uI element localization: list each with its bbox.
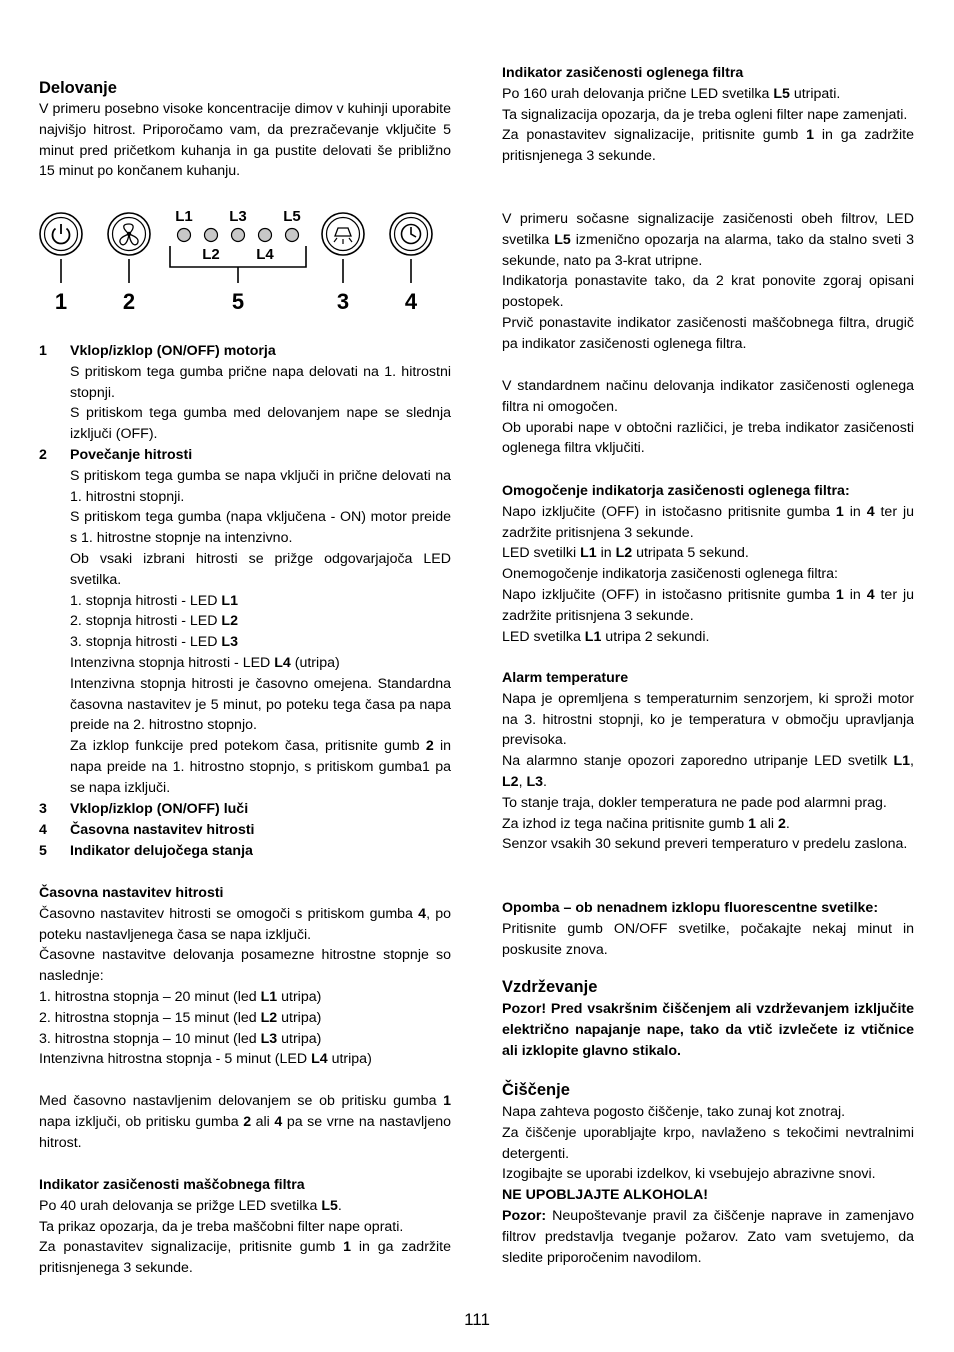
section-standardni-nacin: V standardnem načinu delovanja indikator zasičenosti oglenega filtra ni omogočen. Ob uporabi nape v obtočni različici, je treba indikator zasičenosti oglenega filtra vključiti. <box>502 378 914 457</box>
timer-button-icon <box>390 213 432 283</box>
page-number: 111 <box>464 1310 490 1329</box>
section-title-ciscenje: Čiščenje <box>502 1081 570 1099</box>
section-title-vzdrzevanje: Vzdrževanje <box>502 978 598 996</box>
section-casovna-nastavitev: Časovna nastavitev hitrosti Časovno nastavitev hitrosti se omogoči s pritiskom gumba 4, po poteku nastavljenega časa se napa izključi. Časovne nastavitve delovanja posamezne hitrostne stopnje so naslednje: 1. hitrostna stopnja – 20 minut (led L1 utripa) 2. hitrostna stopnja – 15 minut (led L2 utripa) 3. hitrostna stopnja – 10 minut (led L3 utripa) Intenzivna hitrostna stopnja - 5 minut (LED L4 utripa) <box>39 885 451 1068</box>
section-title-delovanje: Delovanje <box>39 79 117 97</box>
control-panel-svg <box>38 206 438 316</box>
section-socasna-signalizacija: V primeru sočasne signalizacije zasičenosti obeh filtrov, LED svetilka L5 izmenično opozarja na alarma, tako da stalno sveti 3 sekunde, nato pa 3-krat utripne. Indikatorja ponastavite tako, da 2 krat ponovite zgoraj opisani postopek. Prvič ponastavite indikator zasičenosti maščobnega filtra, drugič pa indikator zasičenosti oglenega filtra. <box>502 211 914 352</box>
item-title: Povečanje hitrosti <box>70 447 193 463</box>
item-number: 1 <box>39 343 47 359</box>
led-label-l5: L5 <box>283 208 301 225</box>
panel-number-3: 3 <box>336 289 350 314</box>
led-l2 <box>205 229 218 242</box>
item-3: 3 Vklop/izklop (ON/OFF) luči <box>39 801 249 817</box>
item-5: 5 Indikator delujočega stanja <box>39 842 253 859</box>
ciscenje-text: Napa zahteva pogosto čiščenje, tako zunaj kot znotraj. Za čiščenje uporabljajte krpo, navlaženo s tekočimi nevtralnimi detergenti. Izogibajte se uporabi izdelkov, ki vsebujejo abrazivne snovi. NE UPOBLJAJTE ALKOHOLA! Pozor: Neupoštevanje pravil za čiščenje naprave in zamenjavo filtrov predstavlja tveganje požarov. Zato vam svetujemo, da sledite priporočenim navodilom. <box>502 1104 914 1266</box>
panel-number-5: 5 <box>231 289 245 314</box>
led-l3 <box>232 229 245 242</box>
section-omogocenje: Omogočenje indikatorja zasičenosti oglenega filtra: Napo izključite (OFF) in istočasno pritisnite gumba 1 in 4 ter ju zadržite pritisnjena 3 sekunde. LED svetilki L1 in L2 utripata 5 sekund. Onemogočenje indikatorja zasičenosti oglenega filtra: Napo izključite (OFF) in istočasno pritisnite gumba 1 in 4 ter ju zadržite pritisnjena 3 sekunde. LED svetilka L1 utripa 2 sekundi. <box>502 483 914 645</box>
led-label-l3: L3 <box>229 208 247 225</box>
led-l4 <box>259 229 272 242</box>
led-label-l4: L4 <box>256 246 274 263</box>
delovanje-paragraph: V primeru posebno visoke koncentracije dimov v kuhinji uporabite najvišjo hitrost. Priporočamo vam, da prezračevanje vključite 5 minut pred pričetkom kuhanja in ga pustite delovati še približno 15 minut po končanem kuhanju. <box>39 101 451 180</box>
item-2: 2 Povečanje hitrosti S pritiskom tega gumba se napa vključi in prične delovati na 1. hitrostni stopnji. S pritiskom tega gumba (napa vključena - ON) motor preide s 1. hitrostne stopnje na intenzivno. Ob vsaki izbrani hitrosti se prižge odgovarjajoča LED svetilka. 1. stopnja hitrosti - LED L1 2. stopnja hitrosti - LED L2 3. stopnja hitrosti - LED L3 Intenzivna stopnja hitrosti - LED L4 (utripa) Intenzivna stopnja hitrosti je časovno omejena. Standardna časovna nastavitev je 5 minut, po poteku tega časa pa napa preide na 2. hitrostno stopnjo. Za izklop funkcije pred potekom časa, pritisnite gumb 2 in napa preide na 1. hitrostno stopnjo, s pritiskom gumba1 pa se napa izključi. <box>39 447 451 796</box>
item-title: Vklop/izklop (ON/OFF) motorja <box>70 343 276 359</box>
section-oglenega-filtra: Indikator zasičenosti oglenega filtra Po 160 urah delovanja prične LED svetilka L5 utripati. Ta signalizacija opozarja, da je treba ogleni filter nape zamenjati. Za ponastavitev signalizacije, pritisnite gumb 1 in ga zadržite pritisnjenega 3 sekunde. <box>502 65 915 165</box>
power-button-icon <box>40 213 82 283</box>
led-l1 <box>178 229 191 242</box>
fan-button-icon <box>108 213 150 283</box>
panel-number-2: 2 <box>122 289 136 314</box>
panel-number-4: 4 <box>404 289 418 314</box>
vzdrzevanje-warning: Pozor! Pred vsakršnim čiščenjem ali vzdrževanjem izključite električno napajanje nape, tako da vtič izvlečete iz vtičnice ali izklopite glavno stikalo. <box>502 1001 914 1059</box>
casovna-note: Med časovno nastavljenim delovanjem se ob pritisku gumba 1 napa izključi, ob pritisku gumba 2 ali 4 pa se vrne na nastavljeno hitrost. <box>39 1093 451 1151</box>
led-l5 <box>286 229 299 242</box>
section-mascobni-filter: Indikator zasičenosti maščobnega filtra Po 40 urah delovanja se prižge LED svetilka L5. Ta prikaz opozarja, da je treba maščobni filter nape oprati. Za ponastavitev signalizacije, pritisnite gumb 1 in ga zadržite pritisnjenega 3 sekunde. <box>39 1177 452 1277</box>
led-label-l2: L2 <box>202 246 220 263</box>
control-panel-diagram <box>38 206 438 316</box>
item-4: 4 Časovna nastavitev hitrosti <box>39 821 255 838</box>
light-button-icon <box>322 213 364 283</box>
panel-number-1: 1 <box>54 289 68 314</box>
items-3-5 <box>39 799 451 861</box>
led-indicators <box>170 208 306 283</box>
section-alarm-temperature: Alarm temperature Napa je opremljena s temperaturnim senzorjem, ki sproži motor na 3. hitrostni stopnji, ko je temperatura v območju upravljanja previsoka. Na alarmno stanje opozori zaporedno utripanje LED svetilk L1, L2, L3. To stanje traja, dokler temperatura ne pade pod alarmni prag. Za izhod iz tega načina pritisnite gumb 1 ali 2. Senzor vsakih 30 sekund preveri temperaturo v predelu zaslona. <box>502 670 914 853</box>
item-number: 2 <box>39 447 47 463</box>
item-1: 1 Vklop/izklop (ON/OFF) motorja S pritiskom tega gumba prične napa delovati na 1. hitrostni stopnji. S pritiskom tega gumba med delovanjem nape se slednja izključi (OFF). <box>39 343 451 443</box>
led-label-l1: L1 <box>175 208 193 225</box>
section-opomba: Opomba – ob nenadnem izklopu fluorescentne svetilke: Pritisnite gumb ON/OFF svetilke, počakajte nekaj minut in poskusite znova. <box>502 900 914 958</box>
